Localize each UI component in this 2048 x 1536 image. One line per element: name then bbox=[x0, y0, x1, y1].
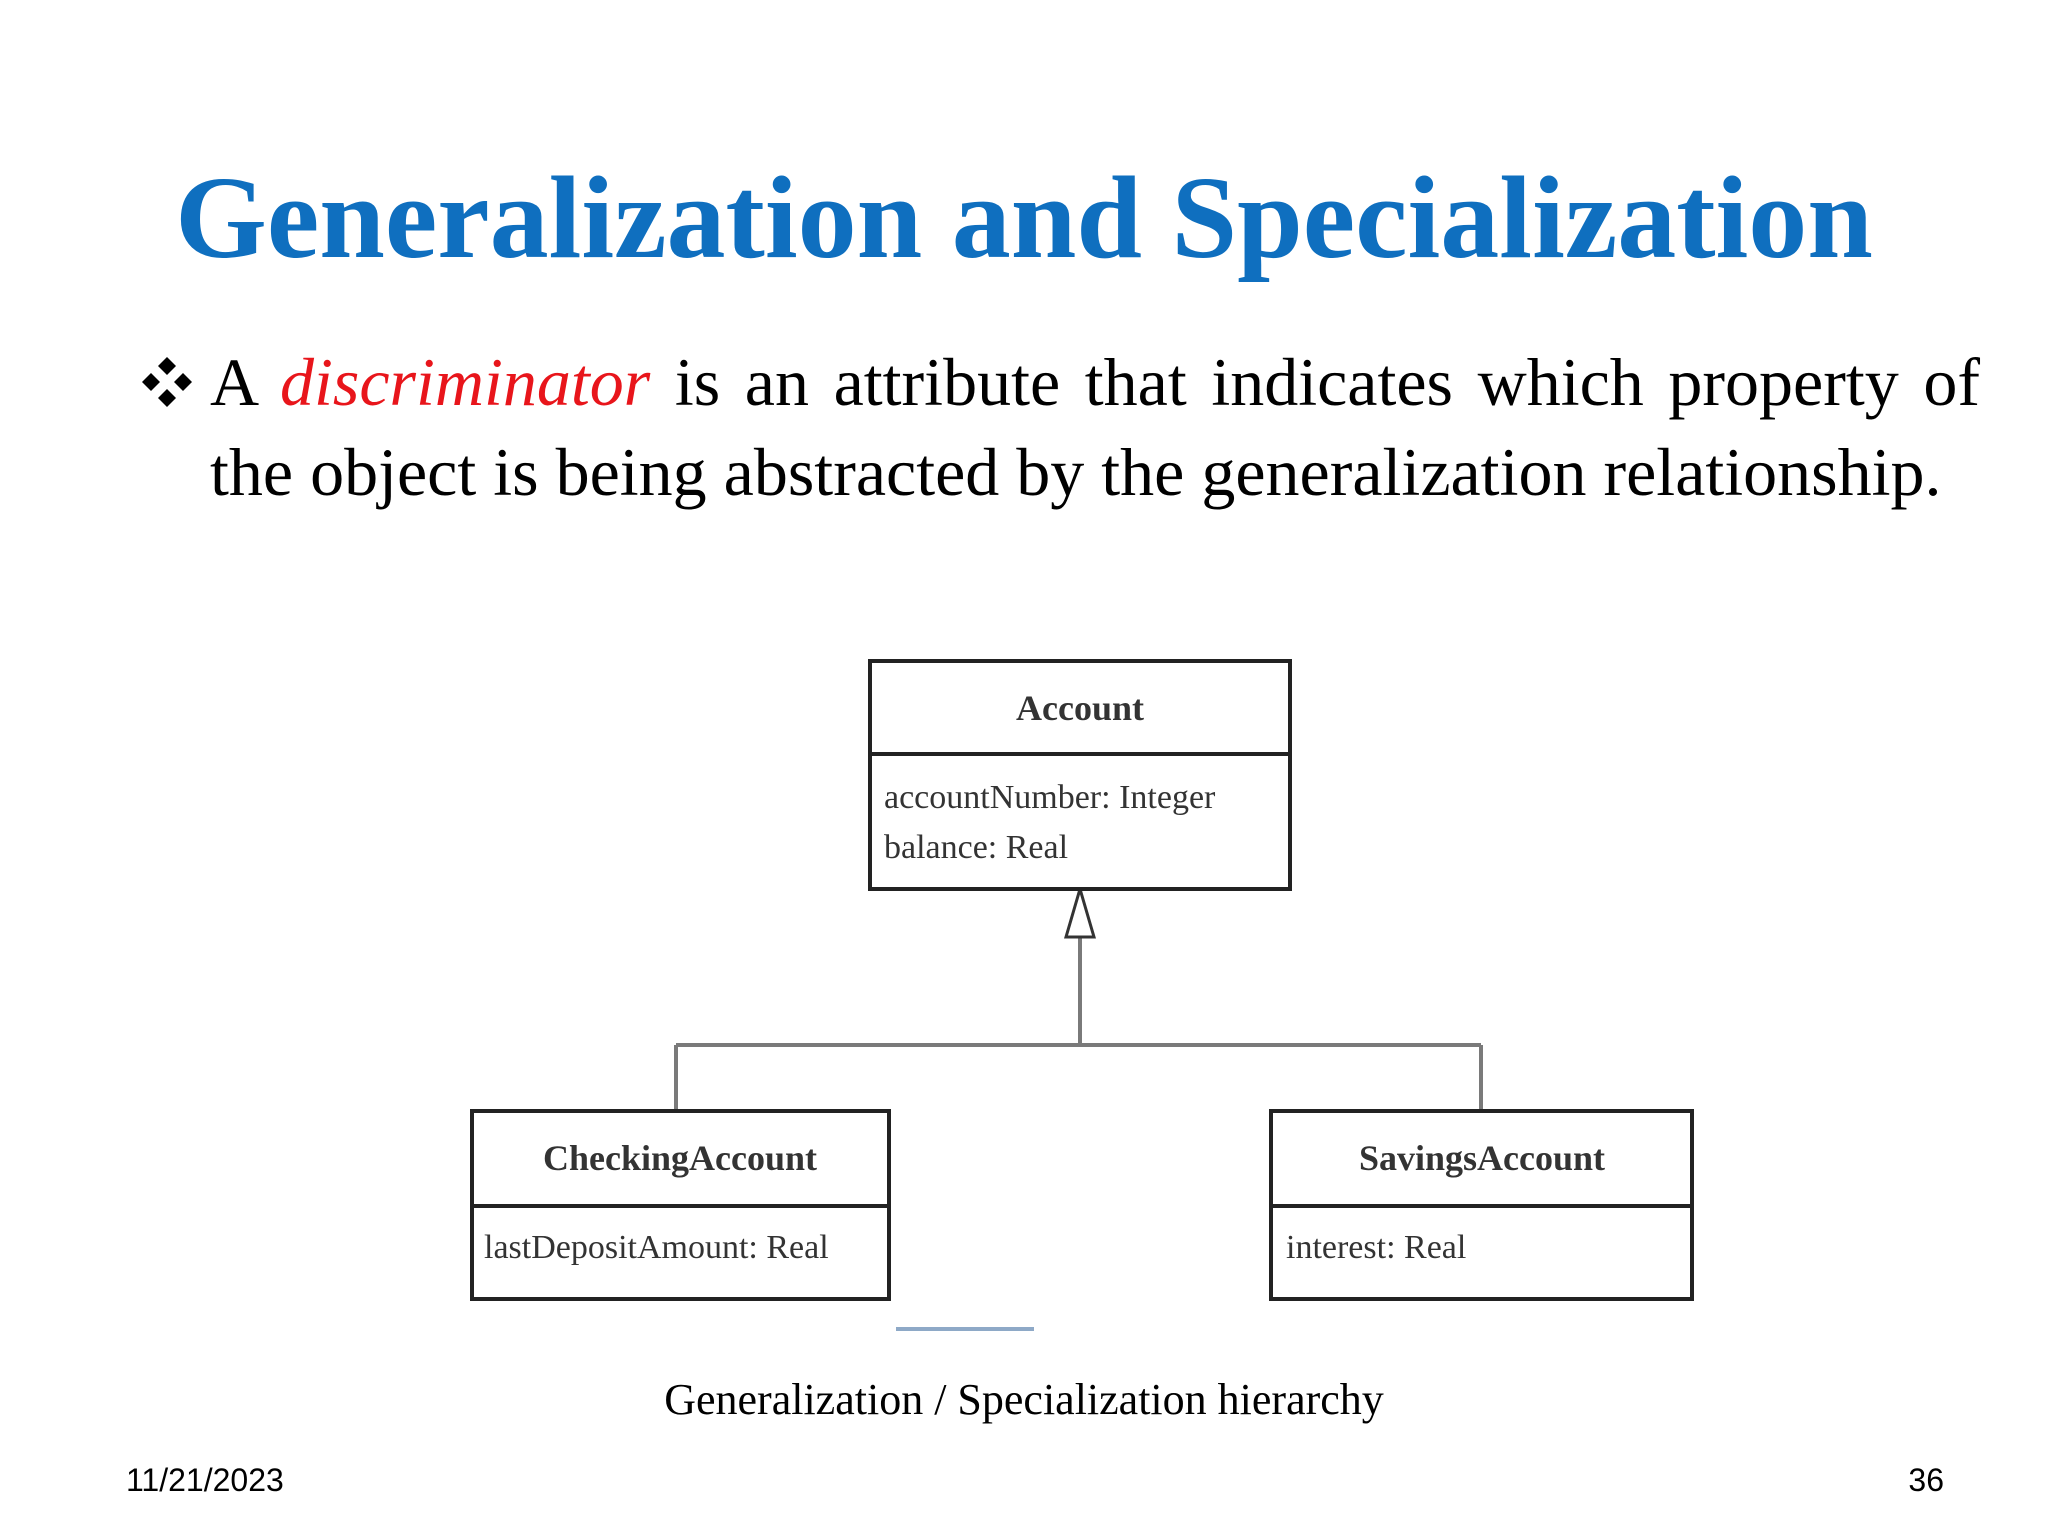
slide-title: Generalization and Specialization bbox=[175, 152, 1873, 283]
class-attribute: interest: Real bbox=[1286, 1229, 1467, 1266]
class-attribute: balance: Real bbox=[884, 829, 1069, 866]
bullet-prefix: A bbox=[210, 344, 256, 420]
discriminator-term: discriminator bbox=[279, 344, 651, 420]
class-name: Account bbox=[1016, 688, 1144, 728]
diagram-caption: Generalization / Specialization hierarchy bbox=[664, 1375, 1384, 1424]
generalization-connector bbox=[676, 937, 1481, 1111]
class-name: CheckingAccount bbox=[542, 1138, 818, 1178]
slide-date: 11/21/2023 bbox=[126, 1462, 284, 1498]
class-savings-account[interactable] bbox=[1271, 1111, 1692, 1299]
class-attribute: accountNumber: Integer bbox=[884, 779, 1216, 816]
class-name: SavingsAccount bbox=[1358, 1138, 1606, 1178]
class-checking-account[interactable] bbox=[472, 1111, 889, 1299]
class-account[interactable] bbox=[870, 661, 1290, 889]
bullet-body: is an attribute that indicates which property of the object is being abstracted by the generalization relationship. bbox=[210, 344, 1981, 510]
slide-page-number: 36 bbox=[1908, 1462, 1944, 1498]
class-attribute: lastDepositAmount: Real bbox=[484, 1229, 829, 1266]
generalization-arrowhead-icon bbox=[1066, 889, 1094, 937]
